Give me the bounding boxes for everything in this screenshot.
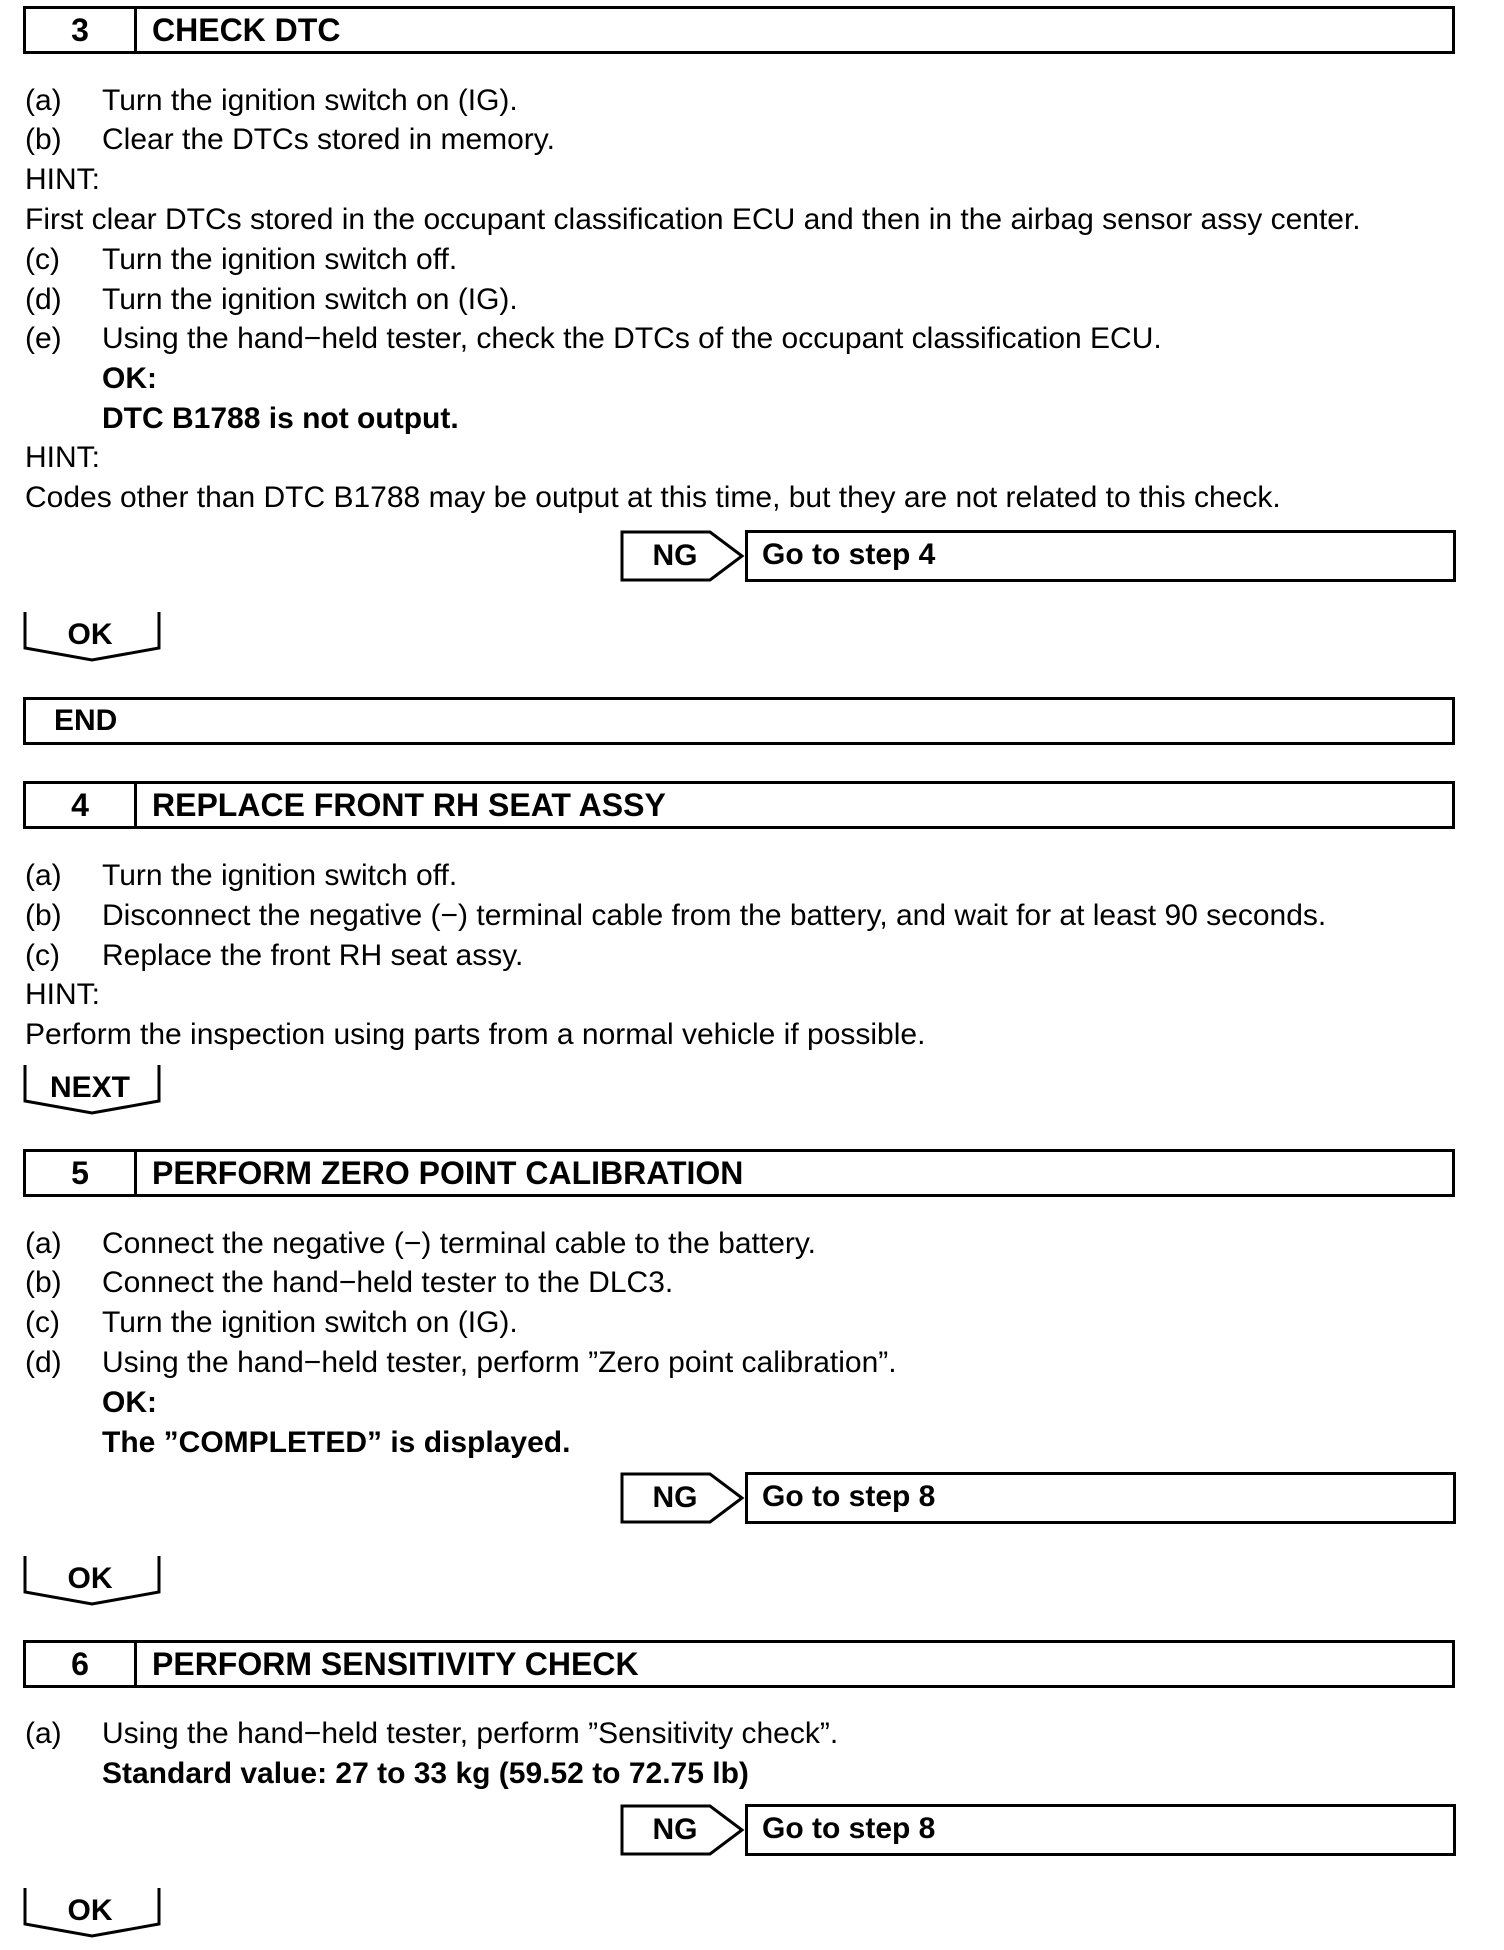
- ng-label: NG: [652, 1481, 698, 1514]
- ng-label: NG: [652, 1813, 698, 1846]
- ok-criteria-label: OK:: [102, 1386, 157, 1419]
- item-text: Disconnect the negative (−) terminal cable from the battery, and wait for at least 90 seconds.: [102, 899, 1327, 932]
- item-label: (d): [25, 1346, 62, 1379]
- hint-text: Codes other than DTC B1788 may be output at this time, but they are not related to this check.: [25, 481, 1281, 514]
- goto-step-8-link[interactable]: [745, 1472, 1456, 1524]
- item-label: (b): [25, 123, 62, 156]
- item-label: (a): [25, 859, 62, 892]
- item-text: Turn the ignition switch on (IG).: [102, 84, 518, 117]
- item-text: Clear the DTCs stored in memory.: [102, 123, 555, 156]
- item-label: (b): [25, 1266, 62, 1299]
- step-title: PERFORM SENSITIVITY CHECK: [152, 1646, 639, 1682]
- step-number: 4: [26, 784, 137, 826]
- item-text: Turn the ignition switch on (IG).: [102, 283, 518, 316]
- end-label: END: [54, 704, 118, 737]
- item-label: (a): [25, 1227, 62, 1260]
- step-number: 6: [26, 1643, 137, 1685]
- item-text: Using the hand−held tester, perform ”Zero point calibration”.: [102, 1346, 897, 1379]
- item-text: Connect the hand−held tester to the DLC3.: [102, 1266, 674, 1299]
- goto-label: Go to step 4: [762, 538, 936, 571]
- item-text: Using the hand−held tester, check the DTCs of the occupant classification ECU.: [102, 322, 1162, 355]
- item-label: (b): [25, 899, 62, 932]
- item-label: (c): [25, 243, 60, 276]
- step-4-header: [23, 781, 1455, 829]
- item-text: Turn the ignition switch on (IG).: [102, 1306, 518, 1339]
- item-text: Replace the front RH seat assy.: [102, 939, 524, 972]
- next-tab[interactable]: NEXT: [49, 1071, 130, 1104]
- item-label: (c): [25, 1306, 60, 1339]
- hint-label: HINT:: [25, 441, 100, 474]
- item-label: (a): [25, 1717, 62, 1750]
- standard-value: Standard value: 27 to 33 kg (59.52 to 72.75 lb): [102, 1757, 749, 1790]
- item-label: (c): [25, 939, 60, 972]
- ok-tab[interactable]: OK: [67, 1562, 113, 1595]
- step-6-header: [23, 1640, 1455, 1688]
- goto-step-4-link[interactable]: [745, 530, 1456, 582]
- ok-criteria-label: OK:: [102, 362, 157, 395]
- item-label: (a): [25, 84, 62, 117]
- end-box: [23, 697, 1455, 745]
- item-text: Turn the ignition switch off.: [102, 859, 458, 892]
- step-title: PERFORM ZERO POINT CALIBRATION: [152, 1155, 744, 1191]
- hint-label: HINT:: [25, 163, 100, 196]
- step-number: 5: [26, 1152, 137, 1194]
- hint-text: First clear DTCs stored in the occupant classification ECU and then in the airbag sensor assy center.: [25, 203, 1361, 236]
- goto-step-8-link[interactable]: [745, 1804, 1456, 1856]
- item-text: Connect the negative (−) terminal cable to the battery.: [102, 1227, 817, 1260]
- ok-criteria-text: The ”COMPLETED” is displayed.: [102, 1426, 571, 1459]
- item-label: (e): [25, 322, 62, 355]
- ok-tab[interactable]: OK: [67, 1894, 113, 1927]
- item-text: Using the hand−held tester, perform ”Sensitivity check”.: [102, 1717, 839, 1750]
- hint-text: Perform the inspection using parts from a normal vehicle if possible.: [25, 1018, 926, 1051]
- item-text: Turn the ignition switch off.: [102, 243, 458, 276]
- step-number: 3: [26, 9, 137, 51]
- step-title: REPLACE FRONT RH SEAT ASSY: [152, 787, 666, 823]
- ok-tab[interactable]: OK: [67, 618, 113, 651]
- goto-label: Go to step 8: [762, 1812, 936, 1845]
- ok-criteria-text: DTC B1788 is not output.: [102, 402, 459, 435]
- hint-label: HINT:: [25, 978, 100, 1011]
- item-label: (d): [25, 283, 62, 316]
- ng-label: NG: [652, 539, 698, 572]
- step-3-header: [23, 6, 1455, 54]
- step-5-header: [23, 1149, 1455, 1197]
- goto-label: Go to step 8: [762, 1480, 936, 1513]
- step-title: CHECK DTC: [152, 12, 341, 48]
